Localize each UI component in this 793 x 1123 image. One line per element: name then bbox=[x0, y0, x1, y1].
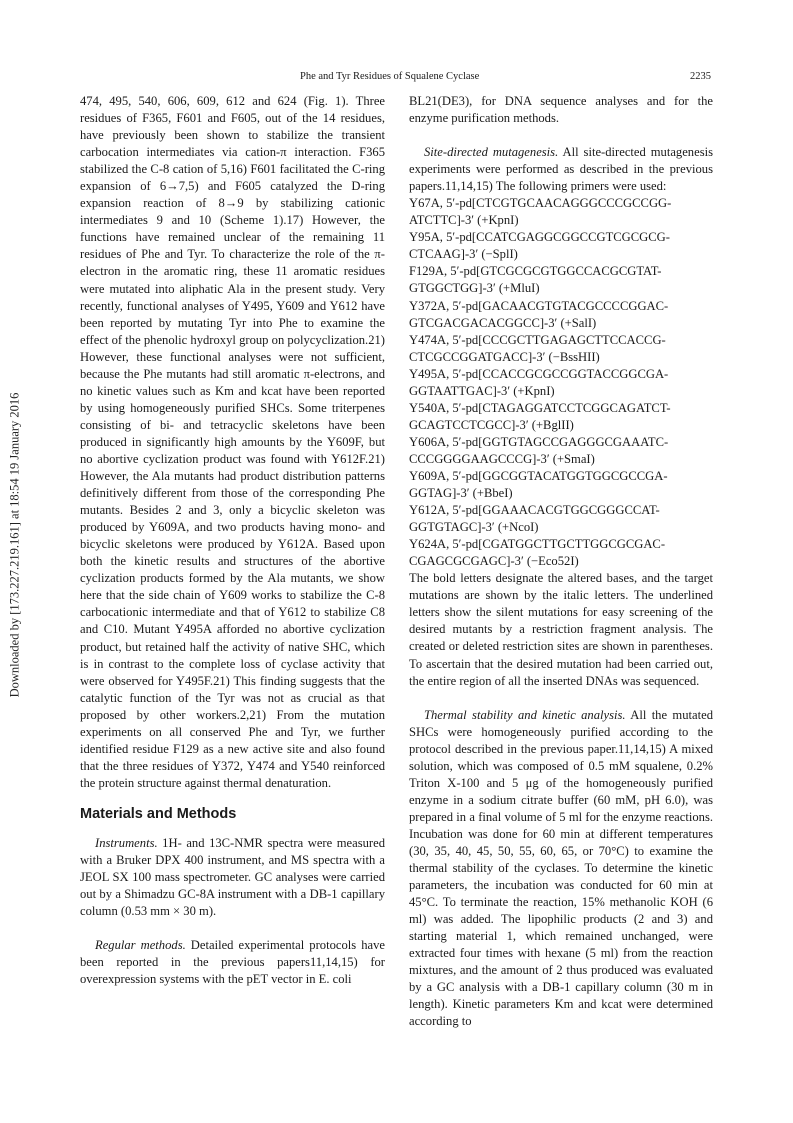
primer-note-paragraph: The bold letters designate the altered bases, and the target mutations are shown by the italic letters. The underlined letters show the silent mutations for easy screening of the desired mutants by a restriction fragment analysis. The created or deleted restriction sites are shown in parentheses. To ascertain that the desired mutation had been carried out, the entire region of all the inserted DNAs was sequenced. bbox=[409, 571, 713, 688]
primer-line: GGTGTAGC]-3′ (+NcoI) bbox=[409, 520, 539, 535]
regular-methods-paragraph bbox=[80, 937, 385, 988]
primer-line: F129A, 5′-pd[GTCGCGCGTGGCCACGCGTAT- bbox=[409, 264, 662, 279]
continuation-paragraph: BL21(DE3), for DNA sequence analyses and for the enzyme purification methods. bbox=[409, 94, 713, 126]
primer-line: CGAGCGCGAGC]-3′ (−Eco52I) bbox=[409, 554, 579, 569]
running-head bbox=[0, 71, 793, 87]
primer-list bbox=[409, 195, 713, 570]
running-title: Phe and Tyr Residues of Squalene Cyclase bbox=[300, 71, 480, 82]
primer-line: GGTAG]-3′ (+BbeI) bbox=[409, 486, 513, 501]
primer-line: Y612A, 5′-pd[GGAAACACGTGGCGGGCCAT- bbox=[409, 503, 660, 518]
instruments-paragraph bbox=[80, 835, 385, 920]
instruments-label: Instruments. bbox=[95, 835, 158, 850]
primer-line: Y372A, 5′-pd[GACAACGTGTACGCCCCGGAC- bbox=[409, 298, 669, 313]
primer-line: CTCAAG]-3′ (−SplI) bbox=[409, 247, 518, 262]
regular-methods-label: Regular methods. bbox=[95, 938, 186, 953]
thermal-text: All the mutated SHCs were homogeneously purified according to the protocol described in the previous paper.11,14,15) A mixed solution, which was composed of 0.5 mM squalene, 0.2% Triton X-100 and 5 μg of the homogeneously purified enzyme in a sodium citrate buffer (60 mM, pH 6.0), was prepared in a final volume of 5 ml for the enzyme reactions. Incubation was done for 60 min at different temperatures (30, 35, 40, 45, 50, 55, 60, 65, or 70°C) to examine the thermal stability of the cyclases. To determine the kinetic parameters, the incubation was conducted for 60 min at 45°C. To terminate the reaction, 15% methanolic KOH (6 ml) was added. The lipophilic products (2 and 3) and starting material 1, which remained unchanged, were extracted four times with hexane (5 ml) from the reaction mixtures, and the amount of 2 thus produced was evaluated by a GC analysis with a DB-1 capillary column (30 m in length). Kinetic parameters Km and kcat were determined according to bbox=[409, 707, 713, 1029]
primer-line: Y495A, 5′-pd[CCACCGCGCCGGTACCGGCGA- bbox=[409, 366, 669, 381]
download-watermark-text: Downloaded by [173.227.219.161] at 18:54 19 January 2016 bbox=[7, 392, 22, 698]
section-heading: Materials and Methods bbox=[80, 805, 237, 822]
mutagenesis-text: All site-directed mutagenesis experiments were performed as described in the previous papers.11,14,15) The following primers were used: bbox=[409, 145, 713, 194]
primer-line: Y609A, 5′-pd[GGCGGTACATGGTGGCGCCGA- bbox=[409, 468, 668, 483]
primer-line: Y624A, 5′-pd[CGATGGCTTGCTTGGCGCGAC- bbox=[409, 537, 666, 552]
instruments-text: 1H- and 13C-NMR spectra were measured with a Bruker DPX 400 instrument, and MS spectra with a JEOL SX 100 mass spectrometer. GC analyses were carried out by a Shimadzu GC-8A instrument with a DB-1 capillary column (0.53 mm × 30 m). bbox=[80, 835, 385, 919]
mutagenesis-paragraph bbox=[409, 144, 713, 195]
mutagenesis-label: Site-directed mutagenesis. bbox=[424, 145, 559, 160]
page-number: 2235 bbox=[690, 71, 711, 82]
download-watermark bbox=[2, 225, 28, 865]
primer-line: CTCGCCGGATGACC]-3′ (−BssHII) bbox=[409, 349, 600, 364]
primer-line: GTCGACGACACGGCC]-3′ (+SalI) bbox=[409, 315, 597, 330]
primer-line: CCCGGGGAAGCCCG]-3′ (+SmaI) bbox=[409, 451, 595, 466]
primer-line: Y474A, 5′-pd[CCCGCTTGAGAGCTTCCACCG- bbox=[409, 332, 666, 347]
primer-line: GTGGCTGG]-3′ (+MluI) bbox=[409, 281, 540, 296]
right-column bbox=[409, 93, 713, 1030]
thermal-label: Thermal stability and kinetic analysis. bbox=[424, 707, 626, 722]
thermal-paragraph bbox=[409, 707, 713, 1031]
primer-line: Y95A, 5′-pd[CCATCGAGGCGGCCGTCGCGCG- bbox=[409, 230, 670, 245]
primer-line: Y67A, 5′-pd[CTCGTGCAACAGGGCCCGCCGG- bbox=[409, 196, 672, 211]
left-column bbox=[80, 93, 385, 988]
primer-line: GGTAATTGAC]-3′ (+KpnI) bbox=[409, 383, 555, 398]
primer-line: Y540A, 5′-pd[CTAGAGGATCCTCGGCAGATCT- bbox=[409, 400, 671, 415]
primer-line: Y606A, 5′-pd[GGTGTAGCCGAGGGCGAAATC- bbox=[409, 434, 669, 449]
regular-methods-text: Detailed experimental protocols have been reported in the previous papers11,14,15) for overexpression systems with the pET vector in E. coli bbox=[80, 938, 385, 987]
primer-line: GCAGTCCTCGCC]-3′ (+BglII) bbox=[409, 417, 574, 432]
intro-paragraph: 474, 495, 540, 606, 609, 612 and 624 (Fig. 1). Three residues of F365, F601 and F605, out of the 14 residues, have previously been shown to stabilize the transient carbocation intermediates via cation-π interaction. F365 stabilized the C-8 cation of 5,16) F601 facilitated the C-ring expansion of 6→7,5) and F605 catalyzed the D-ring expansion reaction of 8→9 by stabilizing cationic intermediates 9 and 10 (Scheme 1).17) However, the functions have remained unclear of the remaining 11 residues of Phe and Tyr. To characterize the role of the π-electron in the aromatic ring, these 11 aromatic residues were mutated into aliphatic Ala in the present study. Very recently, functional analyses of Y495, Y609 and Y612 have been reported by mutating Tyr into Phe to examine the effect of the phenolic hydroxyl group on polycyclization.21) However, these functional analyses were not sufficient, because the Phe mutants had still aromatic π-electrons, and no kinetic values such as Km and kcat have been reported by using homogeneously purified SHCs. Some triterpenes consisting of bi- and tetracyclic skeletons have been produced in significantly high amounts by the Y609F, but no abortive cyclization product was found with Y612F.21) However, the Ala mutants had product distribution patterns definitively different from those of the corresponding Phe mutants. Besides 2 and 3, only a bicyclic skeleton was produced by Y609A, and two products having mono- and bicyclic skeletons were produced by Y612A. Based upon both the kinetic results and structures of the abortive cyclization products formed by the Ala mutants, we show here that the side chain of Y609 works to stabilize the C-8 carbocationic intermediate and that of Y612 to stabilize C8 and C10. Mutant Y495A afforded no abortive cyclization product, but retained half the activity of native SHC, which is in contrast to the complete loss of cyclase activity that were observed for Y495F.21) This finding suggests that the catalytic function of the Tyr was not as crucial as that proposed by other workers.2,21) From the mutation experiments on all conserved Phe and Tyr, we further identified residue F129 as a new active site and also found that the three residues of Y372, Y474 and Y540 reinforced the protein structure against thermal denaturation. bbox=[80, 94, 385, 790]
primer-line: ATCTTC]-3′ (+KpnI) bbox=[409, 213, 519, 228]
